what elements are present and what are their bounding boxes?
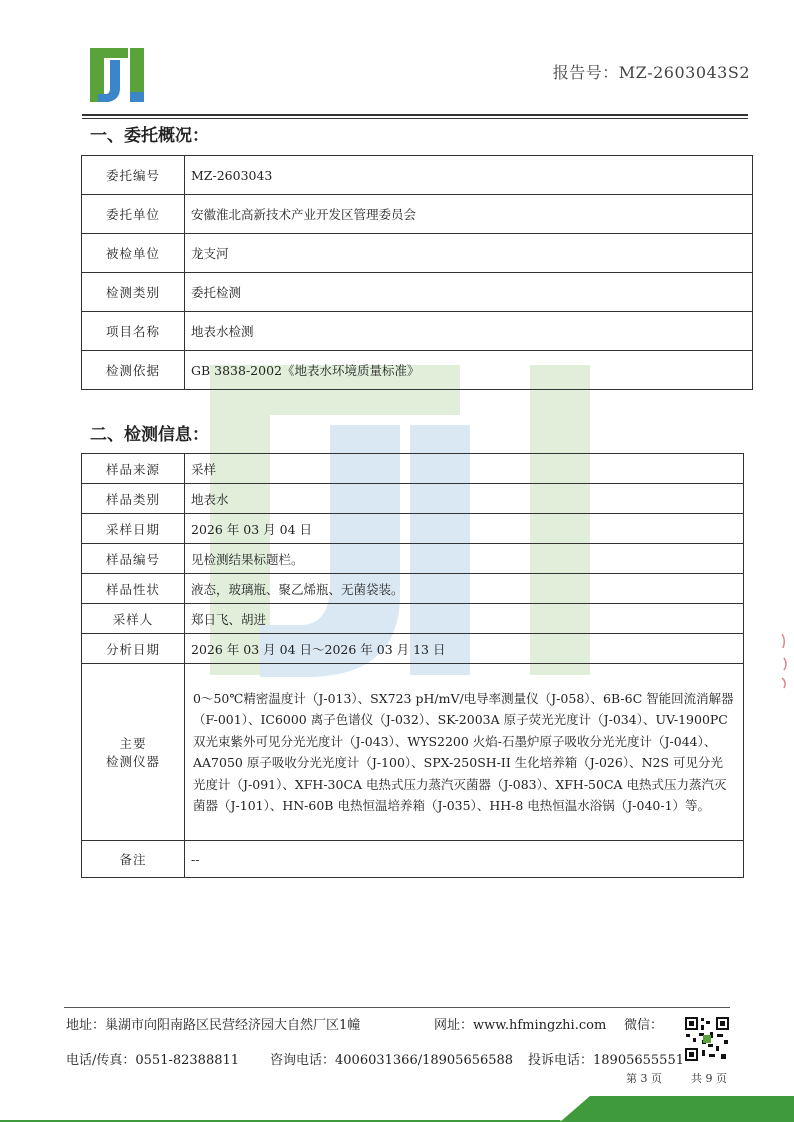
table-row bbox=[82, 156, 753, 195]
table-row bbox=[82, 514, 744, 544]
footer-website: 网址：www.hfmingzhi.com bbox=[434, 1018, 607, 1033]
remark-value: -- bbox=[185, 841, 744, 878]
row-value: 液态，玻璃瓶、聚乙烯瓶、无菌袋装。 bbox=[185, 574, 744, 604]
instruments-list: 0～50℃精密温度计（J-013）、SX723 pH/mV/电导率测量仪（J-058）、6B-6C 智能回流消解器（F-001）、IC6000 离子色谱仪（J-032）、SK-2003A 原子荧光光度计（J-034）、UV-1900PC 双光束紫外可见分光光度计（J-043）、WYS2200 火焰-石墨炉原子吸收分光光度计（J-044）、AA7050 原子吸收分光光度计（J-100）、SPX-250SH-II 生化培养箱（J-026）、N2S 可见分光光度计（J-091）、XFH-30CA 电热式压力蒸汽灭菌器（J-083）、XFH-50CA 电热式压力蒸汽灭菌器（J-101）、HN-60B 电热恒温培养箱（J-035）、HH-8 电热恒温水浴锅（J-040-1）等。 bbox=[185, 664, 744, 841]
table-row-remark bbox=[82, 841, 744, 878]
row-value: 见检测结果标题栏。 bbox=[185, 544, 744, 574]
wechat-qr-code bbox=[684, 1016, 730, 1062]
footer-address: 地址：巢湖市向阳南路区民营经济园大自然厂区1幢 bbox=[66, 1018, 361, 1033]
row-value: 委托检测 bbox=[185, 273, 753, 312]
row-label: 委托单位 bbox=[82, 195, 185, 234]
instruments-label-line1: 主要 bbox=[119, 736, 147, 751]
row-value: 采样 bbox=[185, 454, 744, 484]
row-value: 2026 年 03 月 04 日～2026 年 03 月 13 日 bbox=[185, 634, 744, 664]
commission-table bbox=[81, 155, 753, 390]
row-label: 被检单位 bbox=[82, 234, 185, 273]
header-divider bbox=[82, 114, 748, 116]
table-row bbox=[82, 312, 753, 351]
row-value: 2026 年 03 月 04 日 bbox=[185, 514, 744, 544]
table-row bbox=[82, 574, 744, 604]
instruments-label-line2: 检测仪器 bbox=[105, 754, 160, 769]
row-label: 样品编号 bbox=[82, 544, 185, 574]
row-value: 地表水检测 bbox=[185, 312, 753, 351]
company-logo bbox=[88, 44, 146, 106]
table-row bbox=[82, 484, 744, 514]
table-row bbox=[82, 273, 753, 312]
instruments-label bbox=[82, 664, 185, 841]
row-value: 龙支河 bbox=[185, 234, 753, 273]
section-title-commission: 一、委托概况： bbox=[90, 126, 209, 146]
row-label: 检测类别 bbox=[82, 273, 185, 312]
footer-wechat: 微信： bbox=[624, 1018, 664, 1033]
table-row bbox=[82, 604, 744, 634]
table-row bbox=[82, 234, 753, 273]
page-number bbox=[626, 1070, 727, 1086]
section-title-test-info: 二、检测信息： bbox=[90, 425, 209, 445]
row-value: 郑日飞、胡进 bbox=[185, 604, 744, 634]
remark-label: 备注 bbox=[82, 841, 185, 878]
row-label: 委托编号 bbox=[82, 156, 185, 195]
table-row bbox=[82, 634, 744, 664]
page-current: 第 3 页 bbox=[626, 1072, 662, 1085]
test-info-table bbox=[81, 453, 744, 878]
footer-green-bar bbox=[0, 1096, 794, 1122]
table-row bbox=[82, 544, 744, 574]
seal-edge-mark bbox=[778, 630, 792, 690]
table-row-instruments bbox=[82, 664, 744, 841]
row-label: 分析日期 bbox=[82, 634, 185, 664]
footer-phone: 电话/传真：0551-82388811 bbox=[66, 1053, 240, 1068]
table-row bbox=[82, 351, 753, 390]
footer-divider bbox=[64, 1007, 730, 1008]
row-value: 安徽淮北高新技术产业开发区管理委员会 bbox=[185, 195, 753, 234]
row-label: 检测依据 bbox=[82, 351, 185, 390]
row-label: 采样日期 bbox=[82, 514, 185, 544]
row-label: 样品来源 bbox=[82, 454, 185, 484]
footer-complaint-phone: 投诉电话：18905655551 bbox=[528, 1053, 684, 1068]
row-label: 样品性状 bbox=[82, 574, 185, 604]
row-label: 样品类别 bbox=[82, 484, 185, 514]
table-row bbox=[82, 195, 753, 234]
report-number: 报告号：MZ-2603043S2 bbox=[552, 63, 750, 82]
footer-consult-phone: 咨询电话：4006031366/18905656588 bbox=[270, 1053, 514, 1068]
row-label: 采样人 bbox=[82, 604, 185, 634]
header-divider-thin bbox=[82, 118, 748, 119]
row-value: MZ-2603043 bbox=[185, 156, 753, 195]
row-value: GB 3838-2002《地表水环境质量标准》 bbox=[185, 351, 753, 390]
row-value: 地表水 bbox=[185, 484, 744, 514]
row-label: 项目名称 bbox=[82, 312, 185, 351]
table-row bbox=[82, 454, 744, 484]
page-total: 共 9 页 bbox=[691, 1072, 727, 1085]
